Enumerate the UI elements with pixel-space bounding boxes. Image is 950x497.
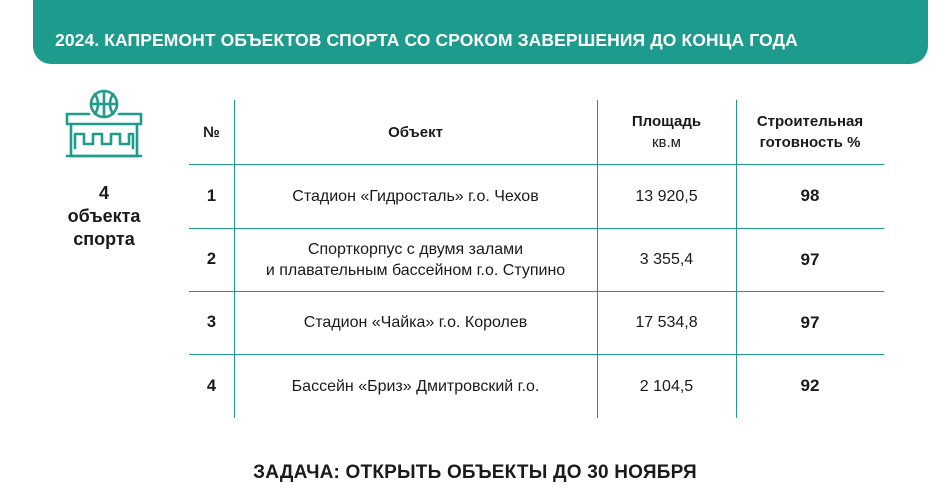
row-2-readiness: 97 — [800, 249, 820, 269]
row-2-area: 3 355,4 — [639, 251, 694, 268]
header-readiness-line2: готовность % — [759, 134, 861, 151]
row-4-num: 4 — [206, 376, 217, 395]
row-4-readiness: 92 — [800, 376, 820, 395]
row-1-num: 1 — [206, 186, 217, 205]
row-1-readiness: 98 — [800, 186, 820, 205]
task-statement: ЗАДАЧА: ОТКРЫТЬ ОБЪЕКТЫ ДО 30 НОЯБРЯ — [253, 462, 697, 483]
objects-count-summary — [50, 182, 158, 251]
row-1-object: Стадион «Гидросталь» г.о. Чехов — [292, 187, 539, 205]
row-2-num: 2 — [206, 250, 217, 268]
objects-count-label-1: объекта — [67, 206, 141, 226]
header-readiness-line1: Строительная — [756, 113, 864, 130]
row-3-object: Стадион «Чайка» г.о. Королев — [303, 314, 528, 331]
row-4-object: Бассейн «Бриз» Дмитровский г.о. — [291, 377, 540, 395]
sports-building-basketball-icon — [64, 86, 144, 162]
objects-count-label-2: спорта — [73, 229, 135, 249]
row-2-object-line2: и плавательным бассейном г.о. Ступино — [265, 261, 566, 279]
header-area-unit: кв.м — [651, 134, 681, 151]
row-1-area: 13 920,5 — [635, 187, 698, 205]
row-3-num: 3 — [206, 313, 217, 331]
page-title: 2024. КАПРЕМОНТ ОБЪЕКТОВ СПОРТА СО СРОКОМ ЗАВЕРШЕНИЯ ДО КОНЦА ГОДА — [55, 29, 798, 50]
objects-count: 4 — [98, 183, 109, 203]
row-3-area: 17 534,8 — [635, 314, 698, 331]
header-num: № — [203, 123, 220, 141]
header-area-label: Площадь — [631, 113, 702, 130]
row-3-readiness: 97 — [800, 312, 820, 332]
header-readiness — [736, 100, 884, 164]
header-object: Объект — [388, 123, 443, 141]
row-2-object-line1: Спорткорпус с двумя залами — [307, 240, 524, 258]
title-banner — [33, 0, 928, 64]
header-area — [597, 100, 736, 164]
row-4-area: 2 104,5 — [639, 377, 694, 395]
sports-objects-table — [189, 100, 884, 418]
row-2-object — [234, 228, 597, 291]
